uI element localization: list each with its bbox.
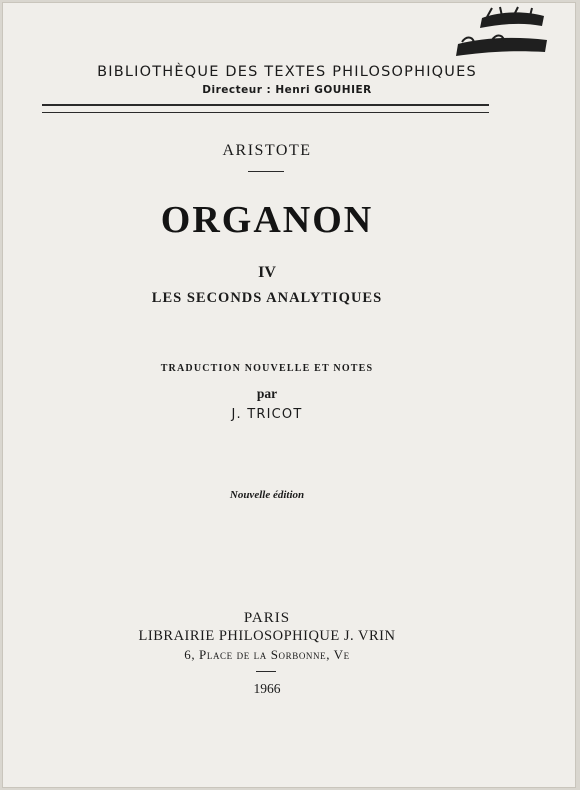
- header-divider: [42, 104, 489, 113]
- translator-name: J. TRICOT: [231, 407, 303, 422]
- by-label: par: [256, 386, 278, 401]
- author-divider: [248, 171, 284, 172]
- series-header: [42, 64, 532, 96]
- book-subtitle: LES SECONDS ANALYTIQUES: [151, 290, 383, 306]
- book-title: ORGANON: [160, 199, 374, 241]
- edition-label: Nouvelle édition: [229, 489, 305, 501]
- series-director: Directeur : Henri GOUHIER: [202, 84, 372, 96]
- imprint-divider: [256, 671, 276, 672]
- translation-note: TRADUCTION NOUVELLE ET NOTES: [160, 363, 374, 374]
- imprint-city: PARIS: [243, 610, 291, 626]
- title-page: [2, 2, 576, 788]
- author-name: ARISTOTE: [222, 142, 312, 159]
- series-title: BIBLIOTHÈQUE DES TEXTES PHILOSOPHIQUES: [97, 64, 477, 80]
- handwritten-scribble: [452, 4, 552, 64]
- volume-number: IV: [258, 264, 276, 281]
- publication-year: 1966: [253, 681, 281, 696]
- imprint-address: 6, Place de la Sorbonne, Ve: [184, 647, 350, 662]
- imprint-publisher: LIBRAIRIE PHILOSOPHIQUE J. VRIN: [138, 628, 396, 644]
